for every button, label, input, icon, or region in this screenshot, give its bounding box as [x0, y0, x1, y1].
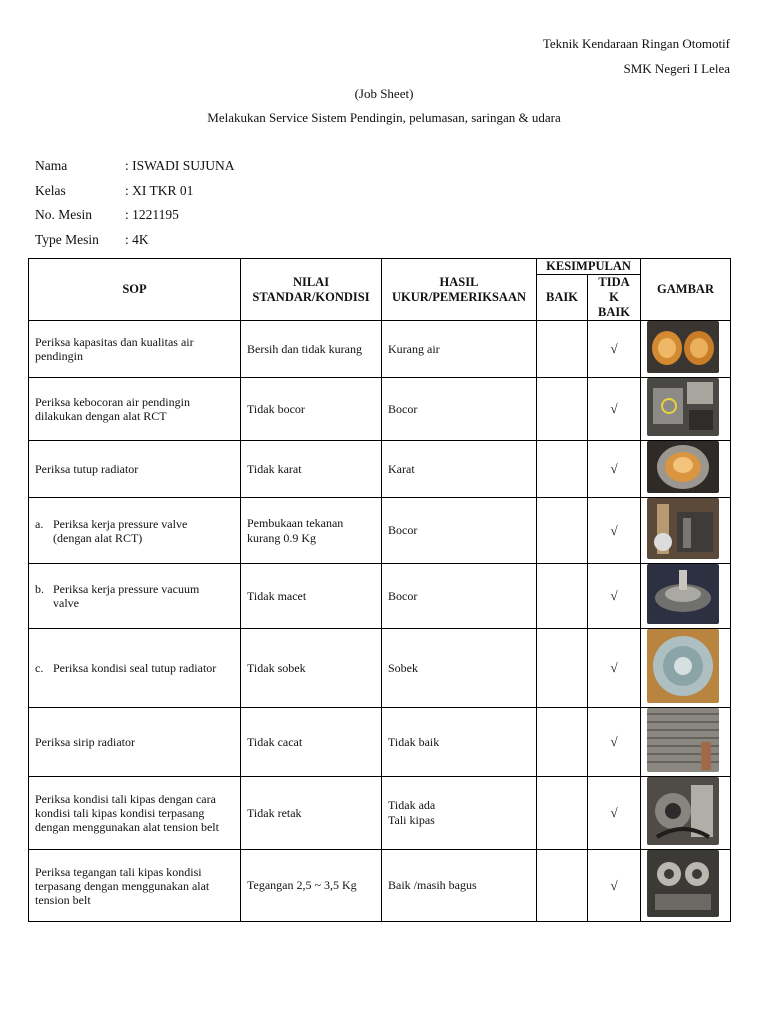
table-row — [29, 564, 731, 629]
hasil-cell: Karat — [382, 441, 537, 498]
gambar-cell — [641, 441, 731, 498]
baik-cell — [537, 498, 588, 564]
header-tidak-baik — [588, 275, 641, 321]
sop-item-tag: a. — [35, 516, 44, 531]
header-nilai-standar — [241, 259, 382, 321]
tidak-baik-cell: √ — [588, 629, 641, 708]
info-label: Kelas — [35, 183, 66, 198]
radiator-cap-photo — [647, 321, 719, 373]
info-label: No. Mesin — [35, 207, 92, 222]
baik-cell — [537, 777, 588, 850]
header-text: NILAI — [292, 274, 330, 289]
header-kesimpulan: KESIMPULAN — [537, 259, 641, 275]
info-value: : ISWADI SUJUNA — [125, 158, 235, 173]
baik-cell — [537, 564, 588, 629]
standar-cell: Tidak macet — [241, 564, 382, 629]
standar-cell: Tidak karat — [241, 441, 382, 498]
sop-cell: Periksa tutup radiator — [29, 441, 241, 498]
standar-cell: Tidak cacat — [241, 708, 382, 777]
sop-item-tag: c. — [35, 661, 44, 675]
engine-bay-photo — [647, 378, 719, 436]
table-row — [29, 321, 731, 378]
gambar-cell — [641, 629, 731, 708]
sop-cell — [29, 629, 241, 708]
table-row — [29, 629, 731, 708]
standar-cell: Tidak sobek — [241, 629, 382, 708]
gambar-cell — [641, 708, 731, 777]
info-nama — [35, 158, 235, 174]
tidak-baik-cell: √ — [588, 441, 641, 498]
table-row — [29, 498, 731, 564]
hasil-cell: Sobek — [382, 629, 537, 708]
header-text: UKUR/PEMERIKSAAN — [391, 289, 527, 304]
sop-cell — [29, 498, 241, 564]
sop-item-text: Periksa kerja pressure valve (dengan alat RCT) — [53, 516, 188, 545]
vacuum-valve-photo — [647, 564, 719, 624]
sop-cell: Periksa sirip radiator — [29, 708, 241, 777]
header-text: HASIL — [439, 274, 479, 289]
info-label: Type Mesin — [35, 232, 99, 247]
gambar-cell — [641, 850, 731, 922]
doc-type: (Job Sheet) — [354, 86, 414, 101]
gambar-cell — [641, 321, 731, 378]
header-gambar: GAMBAR — [641, 259, 731, 321]
hasil-cell: Bocor — [382, 564, 537, 629]
gambar-cell — [641, 564, 731, 629]
header-text: BAIK — [598, 305, 630, 319]
standar-cell: Bersih dan tidak kurang — [241, 321, 382, 378]
info-value: : 4K — [125, 232, 149, 247]
radiator-fin-photo — [647, 708, 719, 772]
tidak-baik-cell: √ — [588, 850, 641, 922]
tidak-baik-cell: √ — [588, 708, 641, 777]
radiator-cap-photo — [647, 441, 719, 493]
engine-pulley-photo — [647, 850, 719, 917]
job-sheet-table — [28, 258, 731, 922]
standar-cell: Pembukaan tekanan kurang 0.9 Kg — [241, 498, 382, 564]
header-text: STANDAR/KONDISI — [252, 289, 370, 304]
tidak-baik-cell: √ — [588, 777, 641, 850]
info-kelas — [35, 183, 193, 199]
table-row — [29, 708, 731, 777]
table-row — [29, 777, 731, 850]
fan-belt-photo — [647, 777, 719, 845]
header-sop: SOP — [29, 259, 241, 321]
tidak-baik-cell: √ — [588, 564, 641, 629]
baik-cell — [537, 629, 588, 708]
tidak-baik-cell: √ — [588, 498, 641, 564]
info-value: : XI TKR 01 — [125, 183, 194, 198]
sop-item-tag: b. — [35, 582, 44, 596]
sop-cell: Periksa kebocoran air pendingin dilakukan dengan alat RCT — [29, 378, 241, 441]
hasil-cell: Baik /masih bagus — [382, 850, 537, 922]
sop-cell — [29, 564, 241, 629]
hasil-cell — [382, 777, 537, 850]
sop-item-text: Periksa kerja pressure vacuum valve — [53, 582, 200, 610]
sop-cell: Periksa kapasitas dan kualitas air pendingin — [29, 321, 241, 378]
hasil-line: Tidak ada — [388, 798, 436, 812]
sop-cell: Periksa tegangan tali kipas kondisi terpasang dengan menggunakan alat tension belt — [29, 850, 241, 922]
hasil-cell: Bocor — [382, 378, 537, 441]
baik-cell — [537, 378, 588, 441]
standar-cell: Tegangan 2,5 ~ 3,5 Kg — [241, 850, 382, 922]
hasil-cell: Bocor — [382, 498, 537, 564]
baik-cell — [537, 708, 588, 777]
gambar-cell — [641, 777, 731, 850]
table-row — [29, 441, 731, 498]
gambar-cell — [641, 378, 731, 441]
baik-cell — [537, 321, 588, 378]
header-hasil-ukur — [382, 259, 537, 321]
info-label: Nama — [35, 158, 68, 173]
info-value: : 1221195 — [125, 207, 179, 222]
header-baik: BAIK — [537, 275, 588, 321]
school-program: Teknik Kendaraan Ringan Otomotif — [542, 36, 730, 51]
standar-cell: Tidak retak — [241, 777, 382, 850]
gambar-cell — [641, 498, 731, 564]
header-text: TIDA — [598, 275, 630, 289]
tidak-baik-cell: √ — [588, 321, 641, 378]
info-type-mesin — [35, 232, 149, 248]
standar-cell: Tidak bocor — [241, 378, 382, 441]
hasil-cell: Kurang air — [382, 321, 537, 378]
header-text: K — [609, 290, 619, 304]
table-row — [29, 378, 731, 441]
baik-cell — [537, 850, 588, 922]
info-no-mesin — [35, 207, 179, 223]
cap-seal-photo — [647, 629, 719, 703]
school-name: SMK Negeri I Lelea — [623, 61, 730, 76]
table-row — [29, 850, 731, 922]
baik-cell — [537, 441, 588, 498]
sop-item-text: Periksa kondisi seal tutup radiator — [53, 661, 217, 675]
pressure-tester-photo — [647, 498, 719, 559]
hasil-cell: Tidak baik — [382, 708, 537, 777]
tidak-baik-cell: √ — [588, 378, 641, 441]
hasil-line: Tali kipas — [388, 813, 435, 827]
page-title: Melakukan Service Sistem Pendingin, pelumasan, saringan & udara — [207, 110, 561, 125]
sop-cell: Periksa kondisi tali kipas dengan cara kondisi tali kipas kondisi terpasang dengan menggunakan alat tension belt — [29, 777, 241, 850]
